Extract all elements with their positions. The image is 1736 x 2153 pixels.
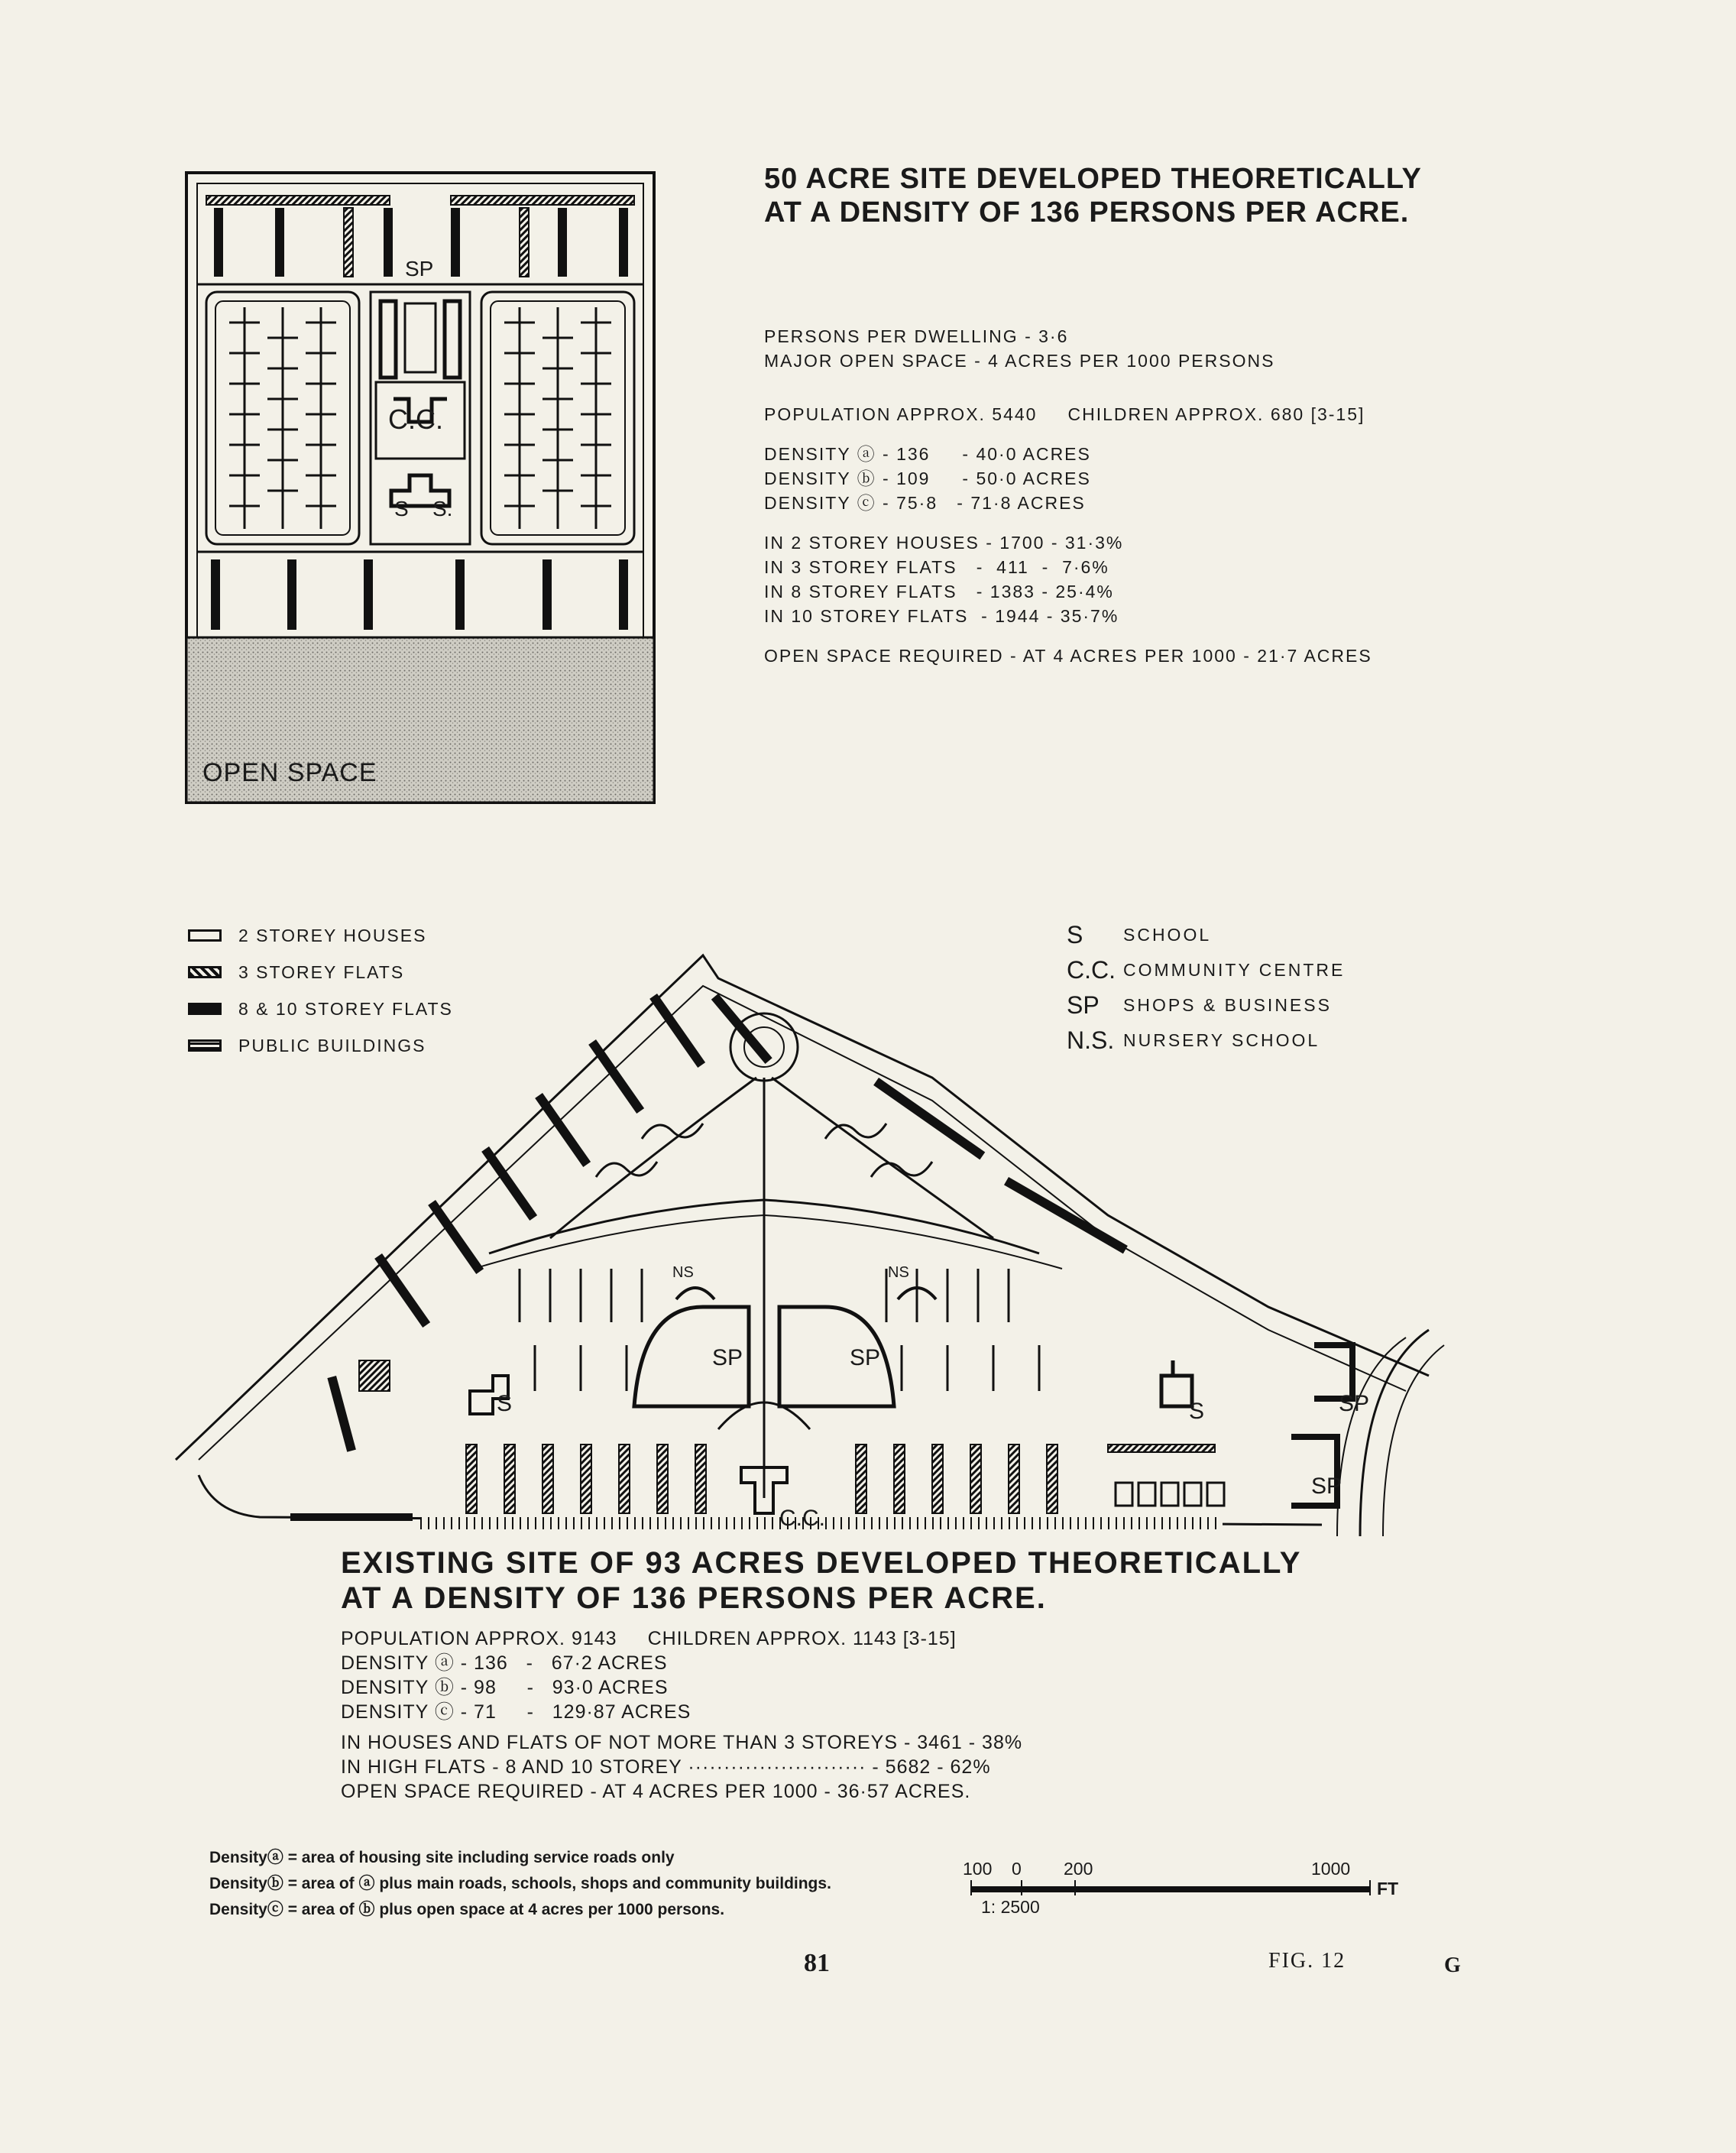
signature-mark: G [1444,1954,1462,1977]
legend-label: PUBLIC BUILDINGS [238,1035,426,1055]
plan-label-sp: SP [1311,1474,1342,1499]
dwelling-row: IN 8 STOREY FLATS - 1383 - 25·4% [764,582,1114,601]
abbr-key: N.S. [1067,1026,1115,1054]
population: POPULATION APPROX. 5440 [764,404,1038,424]
open-space-required: OPEN SPACE REQUIRED - AT 4 ACRES PER 1000 - 21·7 ACRES [764,646,1372,666]
plan-label-cc: C.C. [388,404,443,435]
plan-label-ns: NS [672,1264,694,1281]
plan-label-ns: NS [888,1264,909,1281]
figure-label: FIG. 12 [1268,1949,1346,1973]
plan-label-sp: SP [712,1345,743,1370]
density-row: DENSITY ⓒ - 75·8 - 71·8 ACRES [764,493,1086,513]
abbr-key: S [1067,920,1083,948]
abbr-key: C.C. [1067,955,1116,984]
plan-label-sp: SP [1339,1391,1370,1416]
scale-tick-label: 0 [1012,1859,1022,1879]
plan-label-s: S [1189,1399,1205,1424]
scale-unit: FT [1377,1879,1399,1898]
population-row [764,402,1372,426]
density-note: Densityⓑ = area of ⓐ plus main roads, schools, shops and community buildings. [209,1875,831,1892]
dwelling-list [764,530,1372,628]
population-row [341,1626,1022,1651]
site2-title [341,1545,1301,1616]
density-row: DENSITY ⓑ - 98 - 93·0 ACRES [341,1677,669,1698]
plan-label-sp: SP [850,1345,881,1370]
open-space-label: OPEN SPACE [202,758,377,787]
plan-label-s: S [497,1391,513,1416]
children: CHILDREN APPROX. 1143 [3-15] [647,1628,957,1649]
scale-tick [1369,1880,1371,1895]
scale-tick-label: 100 [963,1859,993,1879]
site2-specs [341,1626,1022,1804]
density-row: DENSITY ⓑ - 109 - 50·0 ACRES [764,469,1091,488]
page-number: 81 [804,1949,830,1977]
site1-title [764,162,1422,229]
site2-title-line1: EXISTING SITE OF 93 ACRES DEVELOPED THEORETICALLY [341,1546,1302,1580]
two-storey-houses-icon [188,929,222,942]
children: CHILDREN APPROX. 680 [3-15] [1067,404,1365,424]
legend-label: 3 STOREY FLATS [238,961,405,982]
plan-label-cc: C.C. [779,1506,825,1531]
legend-label: 2 STOREY HOUSES [238,925,427,945]
scale-bar-line [970,1886,1371,1892]
density-notes [209,1845,831,1923]
abbr-key: SP [1067,991,1100,1019]
site-plan-93-acre [168,948,1452,1544]
site2-title-line2: AT A DENSITY OF 136 PERSONS PER ACRE. [341,1581,1047,1615]
abbr-value: SHOPS & BUSINESS [1123,994,1332,1015]
scale-ratio: 1: 2500 [981,1897,1040,1917]
dwelling-row: IN 2 STOREY HOUSES - 1700 - 31·3% [764,533,1124,553]
site1-title-line1: 50 ACRE SITE DEVELOPED THEORETICALLY [764,163,1422,195]
scale-bar [960,1859,1433,1920]
abbr-value: NURSERY SCHOOL [1123,1029,1320,1050]
scale-tick [1074,1880,1076,1895]
high-flats-line: IN HIGH FLATS - 8 AND 10 STOREY ························· - 5682 - 62% [341,1756,991,1778]
scale-tick-label: 200 [1064,1859,1093,1879]
plan-label-s1: S [394,497,409,520]
site1-title-line2: AT A DENSITY OF 136 PERSONS PER ACRE. [764,196,1410,229]
population: POPULATION APPROX. 9143 [341,1628,617,1649]
abbr-value: SCHOOL [1123,924,1212,945]
density-note: Densityⓒ = area of ⓑ plus open space at 4 acres per 1000 persons. [209,1901,725,1918]
dwelling-row: IN 3 STOREY FLATS - 411 - 7·6% [764,557,1109,577]
dwelling-row: IN 10 STOREY FLATS - 1944 - 35·7% [764,606,1119,626]
density-row: DENSITY ⓐ - 136 - 40·0 ACRES [764,444,1091,464]
scale-tick [970,1880,972,1895]
legend-label: 8 & 10 STOREY FLATS [238,998,453,1019]
houses-flats-line: IN HOUSES AND FLATS OF NOT MORE THAN 3 STOREYS - 3461 - 38% [341,1732,1023,1753]
site1-specs [764,324,1372,668]
major-open-space: MAJOR OPEN SPACE - 4 ACRES PER 1000 PERSONS [764,351,1275,371]
plan-label-s2: S. [432,497,453,520]
scale-tick-label: 1000 [1311,1859,1351,1879]
density-list [764,442,1372,515]
abbr-value: COMMUNITY CENTRE [1123,959,1346,980]
density-row: DENSITY ⓒ - 71 - 129·87 ACRES [341,1701,691,1723]
plan-label-sp: SP [405,257,434,280]
density-row: DENSITY ⓐ - 136 - 67·2 ACRES [341,1652,668,1674]
density-note: Densityⓐ = area of housing site including service roads only [209,1849,675,1866]
scale-tick [1021,1880,1022,1895]
open-space-required: OPEN SPACE REQUIRED - AT 4 ACRES PER 1000 - 36·57 ACRES. [341,1781,971,1802]
persons-per-dwelling: PERSONS PER DWELLING - 3·6 [764,326,1069,346]
